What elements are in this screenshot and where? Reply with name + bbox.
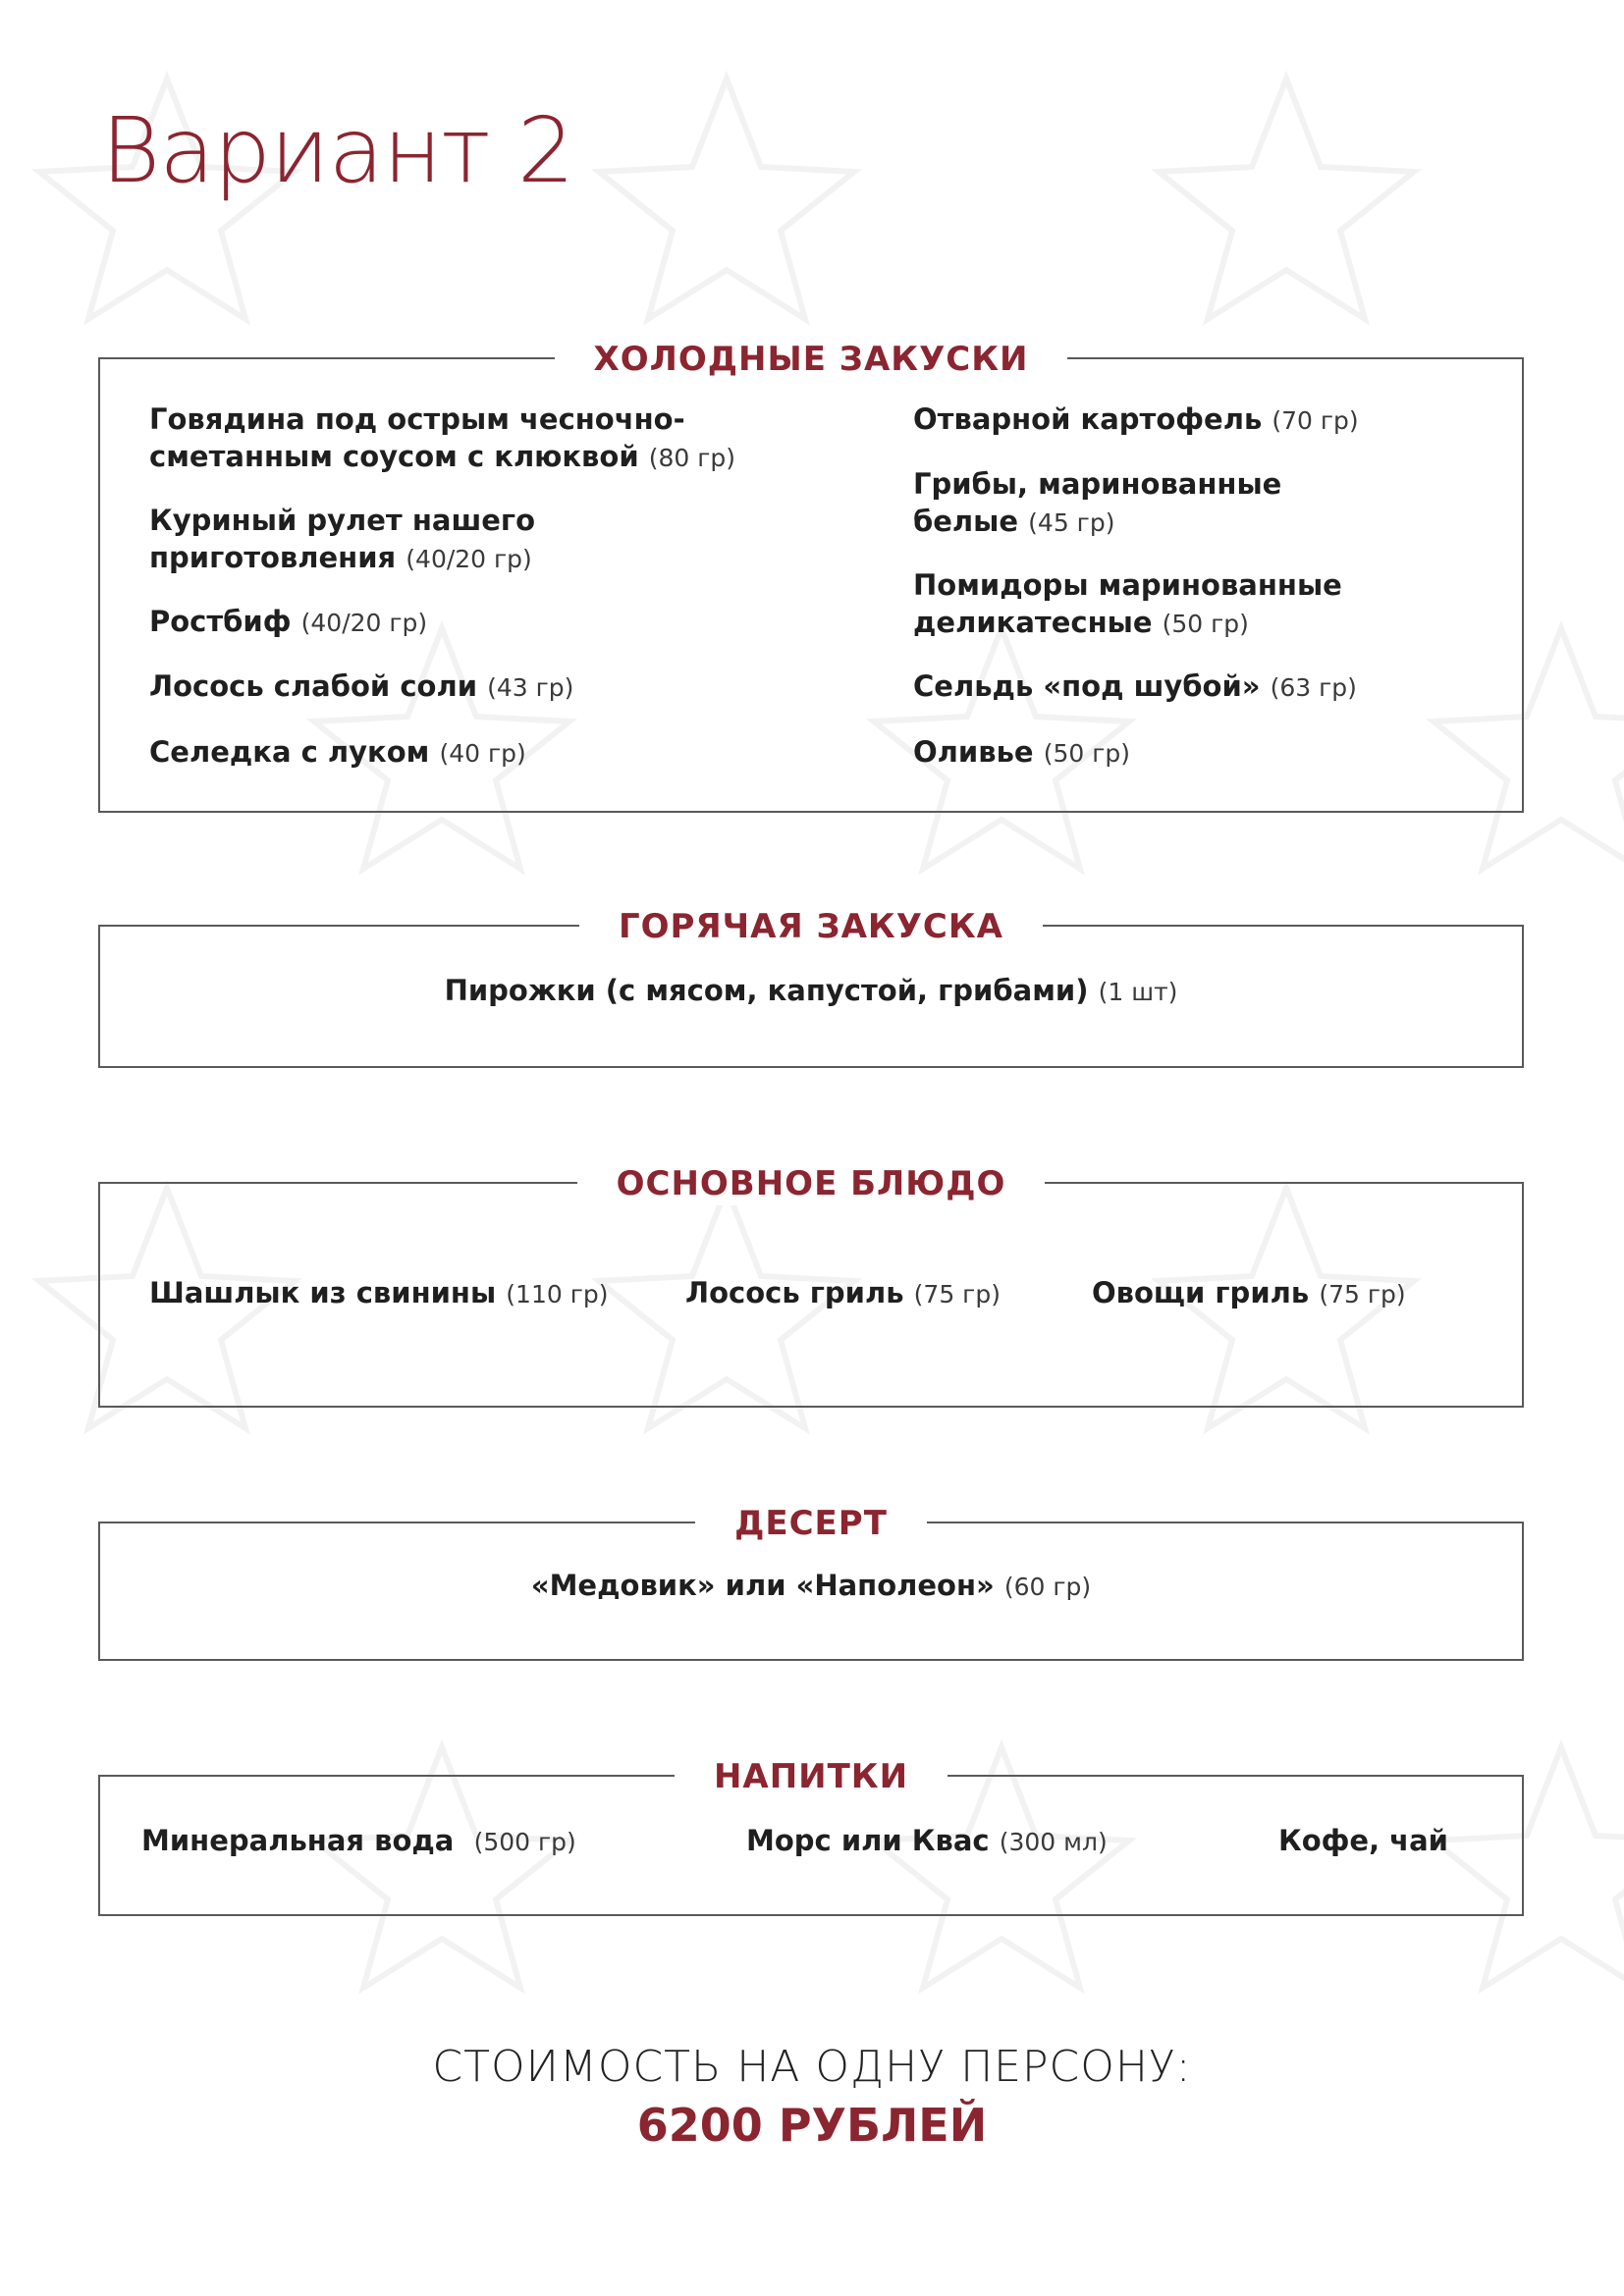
item-weight: (80 гр) xyxy=(648,444,736,472)
menu-item: Пирожки (с мясом, капустой, грибами) (1 шт) xyxy=(444,974,1178,1007)
item-weight: (43 гр) xyxy=(487,673,574,702)
menu-item: Шашлык из свинины (110 гр) xyxy=(149,1276,609,1309)
section-title: ХОЛОДНЫЕ ЗАКУСКИ xyxy=(555,338,1068,381)
drinks-section xyxy=(98,1757,1524,1916)
item-weight: (40/20 гр) xyxy=(406,545,532,573)
item-weight: (500 гр) xyxy=(473,1828,576,1856)
menu-item: Ростбиф (40/20 гр) xyxy=(149,605,428,638)
page-title: Вариант 2 xyxy=(101,98,574,203)
price-label: СТОИМОСТЬ НА ОДНУ ПЕРСОНУ: xyxy=(432,2042,1192,2092)
item-weight: (110 гр) xyxy=(506,1280,609,1308)
item-weight: (300 мл) xyxy=(999,1828,1108,1856)
section-title: ДЕСЕРТ xyxy=(695,1502,927,1545)
item-weight: (63 гр) xyxy=(1270,673,1357,702)
main-course-section xyxy=(98,1164,1524,1408)
item-weight: (75 гр) xyxy=(913,1280,1001,1308)
section-title: НАПИТКИ xyxy=(675,1755,947,1798)
menu-item: Сельдь «под шубой» (63 гр) xyxy=(913,669,1357,703)
menu-item: Говядина под острым чесночно- сметанным соусом с клюквой (80 гр) xyxy=(149,402,736,473)
menu-item: Куриный рулет нашего приготовления (40/20 гр) xyxy=(149,504,535,574)
menu-item: Минеральная вода (500 гр) xyxy=(141,1824,576,1857)
menu-item: Грибы, маринованные белые (45 гр) xyxy=(913,467,1282,538)
price-value: 6200 РУБЛЕЙ xyxy=(636,2099,988,2152)
item-weight: (50 гр) xyxy=(1162,610,1249,638)
section-title: ОСНОВНОЕ БЛЮДО xyxy=(577,1162,1046,1205)
menu-item: Лосось гриль (75 гр) xyxy=(685,1276,1001,1309)
section-title: ГОРЯЧАЯ ЗАКУСКА xyxy=(579,905,1043,948)
hot-appetizer-section xyxy=(98,907,1524,1068)
menu-item: Помидоры маринованные деликатесные (50 гр) xyxy=(913,568,1342,639)
dessert-section xyxy=(98,1504,1524,1661)
item-weight: (70 гр) xyxy=(1272,406,1359,435)
item-weight: (75 гр) xyxy=(1319,1280,1406,1308)
menu-item: Отварной картофель (70 гр) xyxy=(913,402,1359,436)
cold-appetizers-section xyxy=(98,340,1524,813)
menu-item: «Медовик» или «Наполеон» (60 гр) xyxy=(530,1569,1092,1602)
item-weight: (45 гр) xyxy=(1028,508,1115,537)
item-weight: (50 гр) xyxy=(1043,739,1130,768)
item-weight: (1 шт) xyxy=(1098,978,1178,1006)
item-weight: (60 гр) xyxy=(1003,1573,1092,1601)
item-weight: (40/20 гр) xyxy=(300,609,428,637)
menu-item: Оливье (50 гр) xyxy=(913,735,1130,769)
menu-item: Овощи гриль (75 гр) xyxy=(1092,1276,1406,1309)
menu-item: Морс или Квас (300 мл) xyxy=(746,1824,1108,1857)
item-weight: (40 гр) xyxy=(439,739,526,768)
menu-item: Кофе, чай xyxy=(1278,1824,1448,1857)
menu-item: Селедка с луком (40 гр) xyxy=(149,735,526,769)
menu-item: Лосось слабой соли (43 гр) xyxy=(149,669,574,703)
